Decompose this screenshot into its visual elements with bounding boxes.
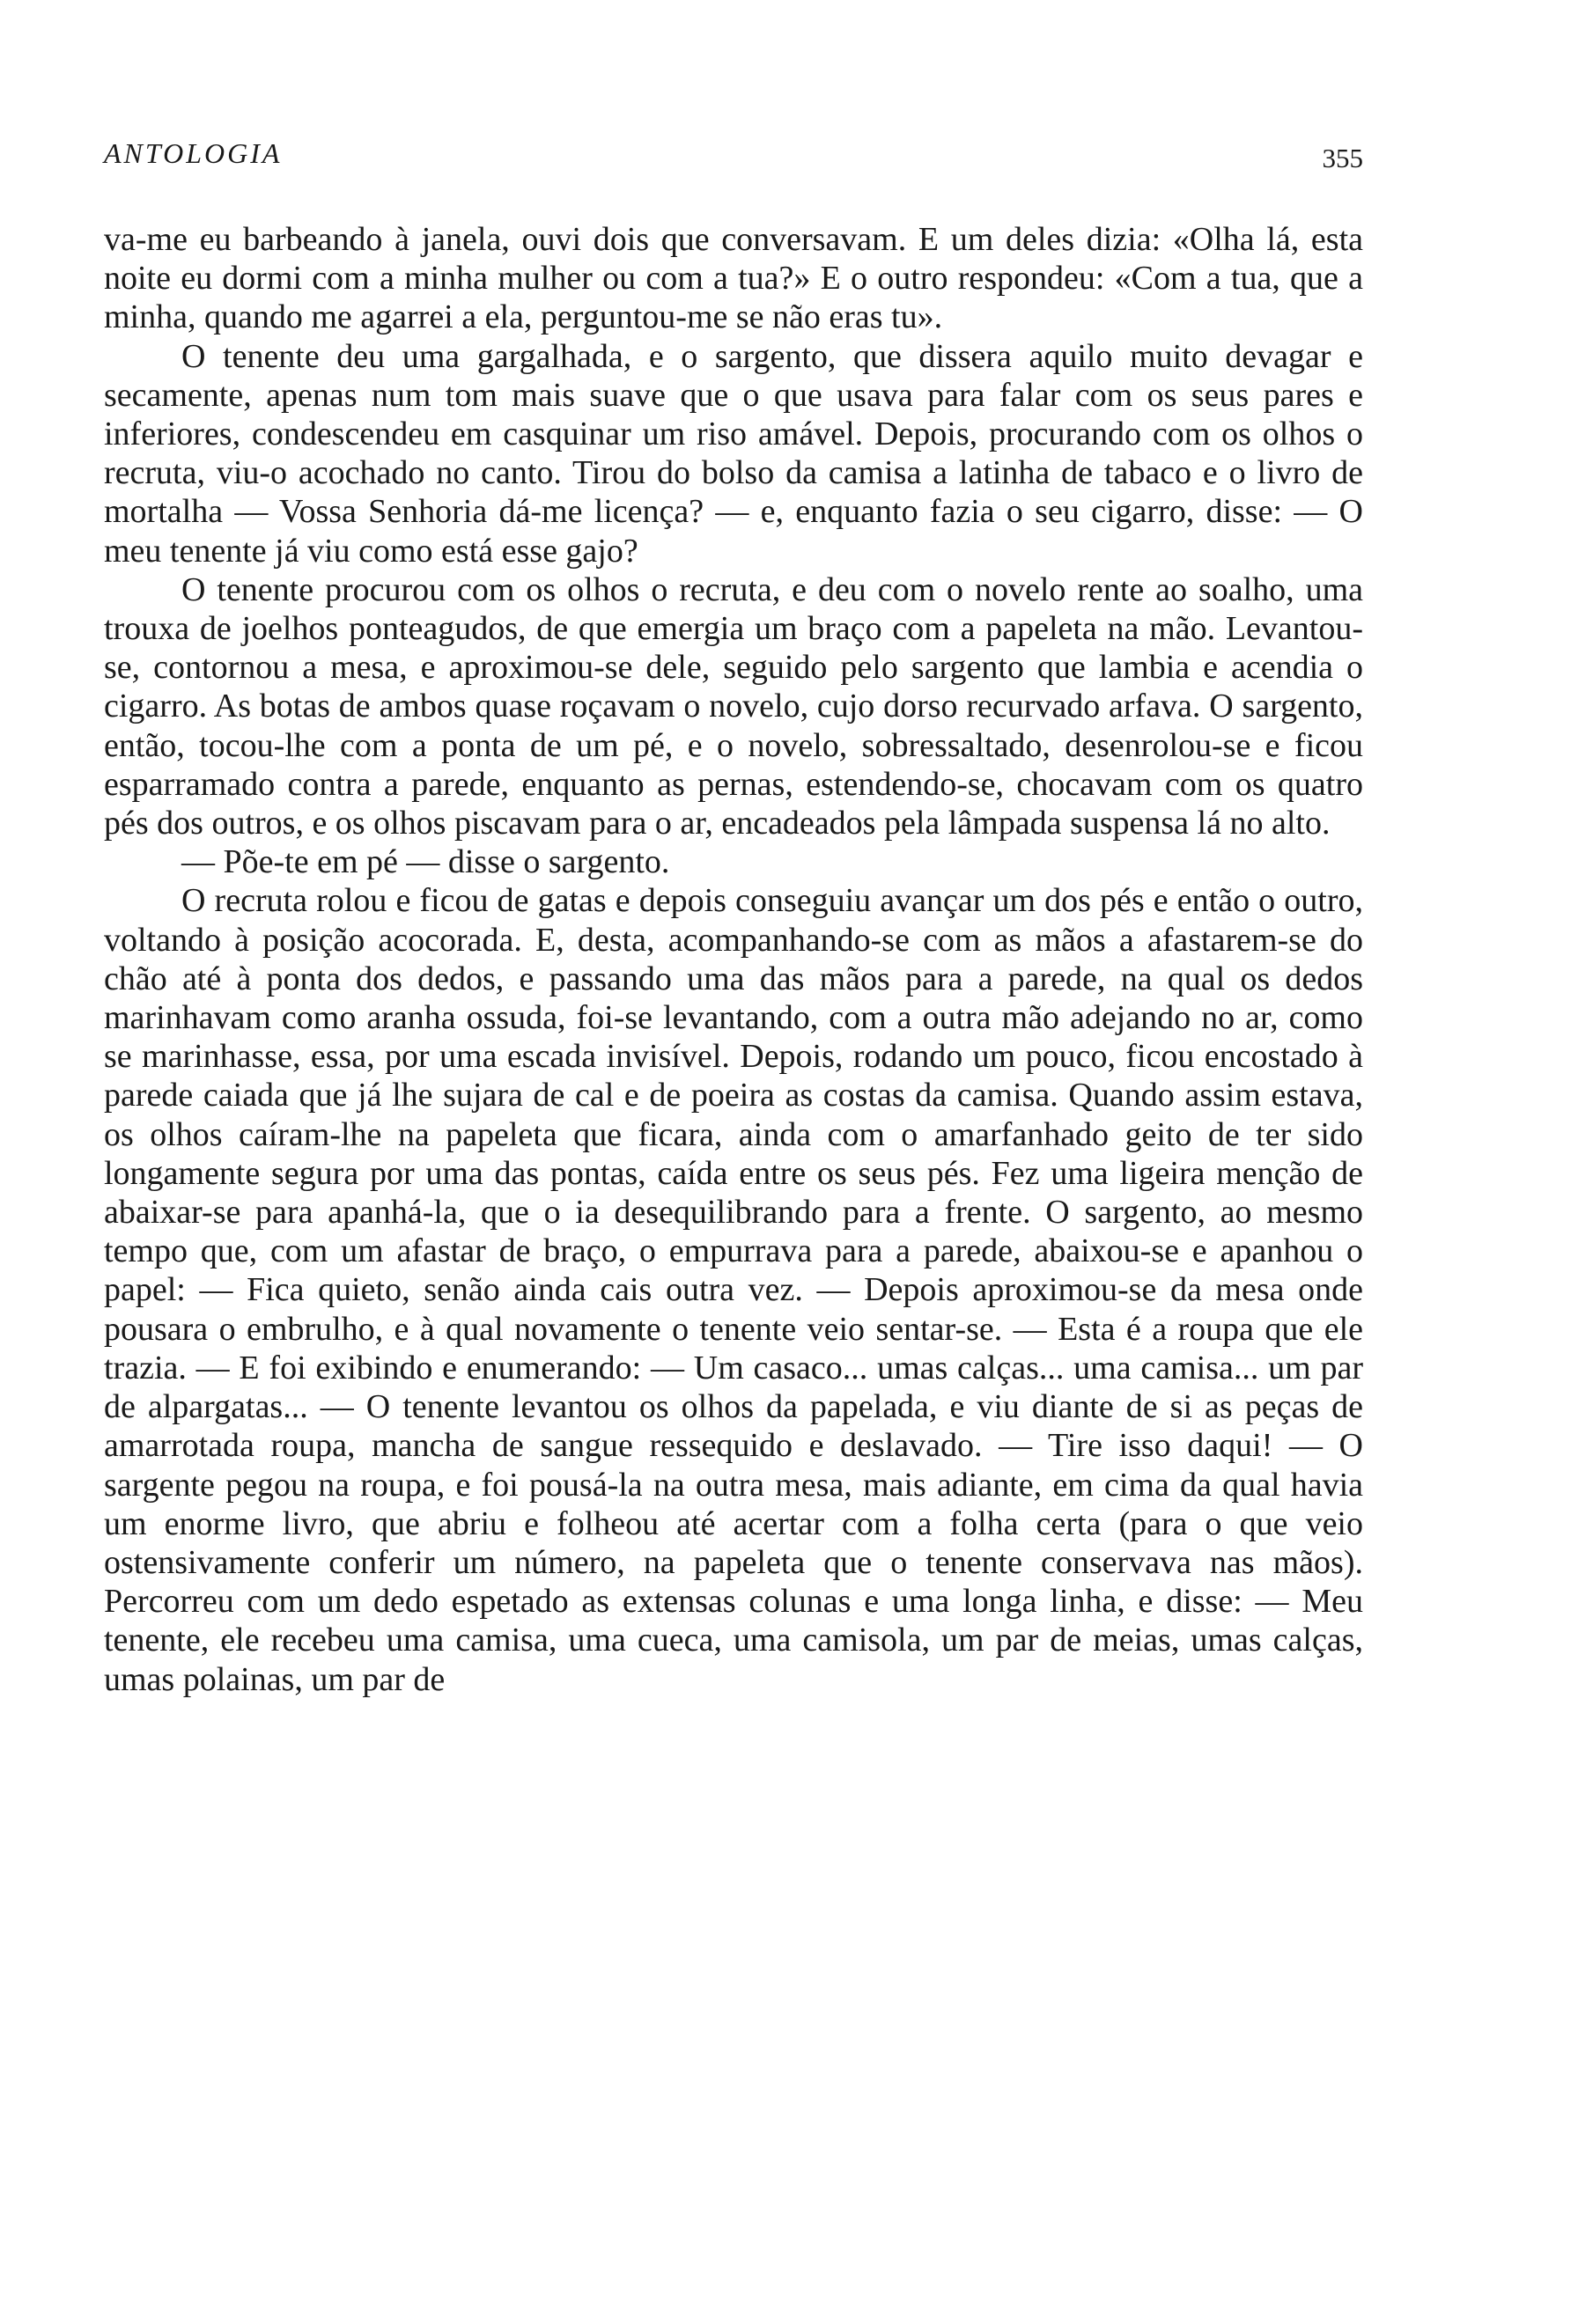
paragraph-3: O tenente procurou com os olhos o recruta, e deu com o novelo rente ao soalho, uma trouxa de joelhos ponteagudos, de que emergia um braço com a papeleta na mão. Levantou-se, contornou a mesa, e aproximou-se dele, seguido pelo sargento que lambia e acendia o cigarro. As botas de ambos quase roçavam o novelo, cujo dorso recurvado arfava. O sargento, então, tocou-lhe com a ponta de um pé, e o novelo, sobressaltado, desenrolou-se e ficou esparramado contra a parede, enquanto as pernas, estendendo-se, chocavam com os quatro pés dos outros, e os olhos piscavam para o ar, encadeados pela lâmpada suspensa lá no alto. <box>104 570 1363 842</box>
running-head <box>104 132 1363 185</box>
page-number: 355 <box>1322 143 1363 173</box>
paragraph-5: O recruta rolou e ficou de gatas e depois conseguiu avançar um dos pés e então o outro, voltando à posição acocorada. E, desta, acompanhando-se com as mãos a afastarem-se do chão até à ponta dos dedos, e passando uma das mãos para a parede, na qual os dedos marinhavam como aranha ossuda, foi-se levantando, com a outra mão adejando no ar, como se marinhasse, essa, por uma escada invisível. Depois, rodando um pouco, ficou encostado à parede caiada que já lhe sujara de cal e de poeira as costas da camisa. Quando assim estava, os olhos caíram-lhe na papeleta que ficara, ainda com o amarfanhado geito de ter sido longamente segura por uma das pontas, caída entre os seus pés. Fez uma ligeira menção de abaixar-se para apanhá-la, que o ia desequilibrando para a frente. O sargento, ao mesmo tempo que, com um afastar de braço, o empurrava para a parede, abaixou-se e apanhou o papel: — Fica quieto, senão ainda cais outra vez. — Depois aproximou-se da mesa onde pousara o embrulho, e à qual novamente o tenente veio sentar-se. — Esta é a roupa que ele trazia. — E foi exibindo e enumerando: — Um casaco... umas calças... uma camisa... um par de alpargatas... — O tenente levantou os olhos da papelada, e viu diante de si as peças de amarrotada roupa, mancha de sangue ressequido e deslavado. — Tire isso daqui! — O sargente pegou na roupa, e foi pousá-la na outra mesa, mais adiante, em cima da qual havia um enorme livro, que abriu e folheou até acertar com a folha certa (para o que veio ostensivamente conferir um número, na papeleta que o tenente conservava nas mãos). Percorreu com um dedo espetado as extensas colunas e uma longa linha, e disse: — Meu tenente, ele recebeu uma camisa, uma cueca, uma camisola, um par de meias, umas calças, umas polainas, um par de <box>104 882 1363 1698</box>
paragraph-4: — Põe-te em pé — disse o sargento. <box>181 843 670 881</box>
running-title: ANTOLOGIA <box>104 137 283 169</box>
paragraph-1: va-me eu barbeando à janela, ouvi dois que conversavam. E um deles dizia: «Olha lá, esta noite eu dormi com a minha mulher ou com a tua?» E o outro respondeu: «Com a tua, que a minha, quando me agarrei a ela, perguntou-me se não eras tu». <box>104 221 1363 336</box>
paragraph-2: O tenente deu uma gargalhada, e o sargento, que dissera aquilo muito devagar e secamente, apenas num tom mais suave que o que usava para falar com os seus pares e inferiores, condescendeu em casquinar um riso amável. Depois, procurando com os olhos o recruta, viu-o acochado no canto. Tirou do bolso da camisa a latinha de tabaco e o livro de mortalha — Vossa Senhoria dá-me licença? — e, enquanto fazia o seu cigarro, disse: — O meu tenente já viu como está esse gajo? <box>104 337 1363 570</box>
text-body <box>104 220 1363 1699</box>
book-page <box>104 132 1363 2280</box>
